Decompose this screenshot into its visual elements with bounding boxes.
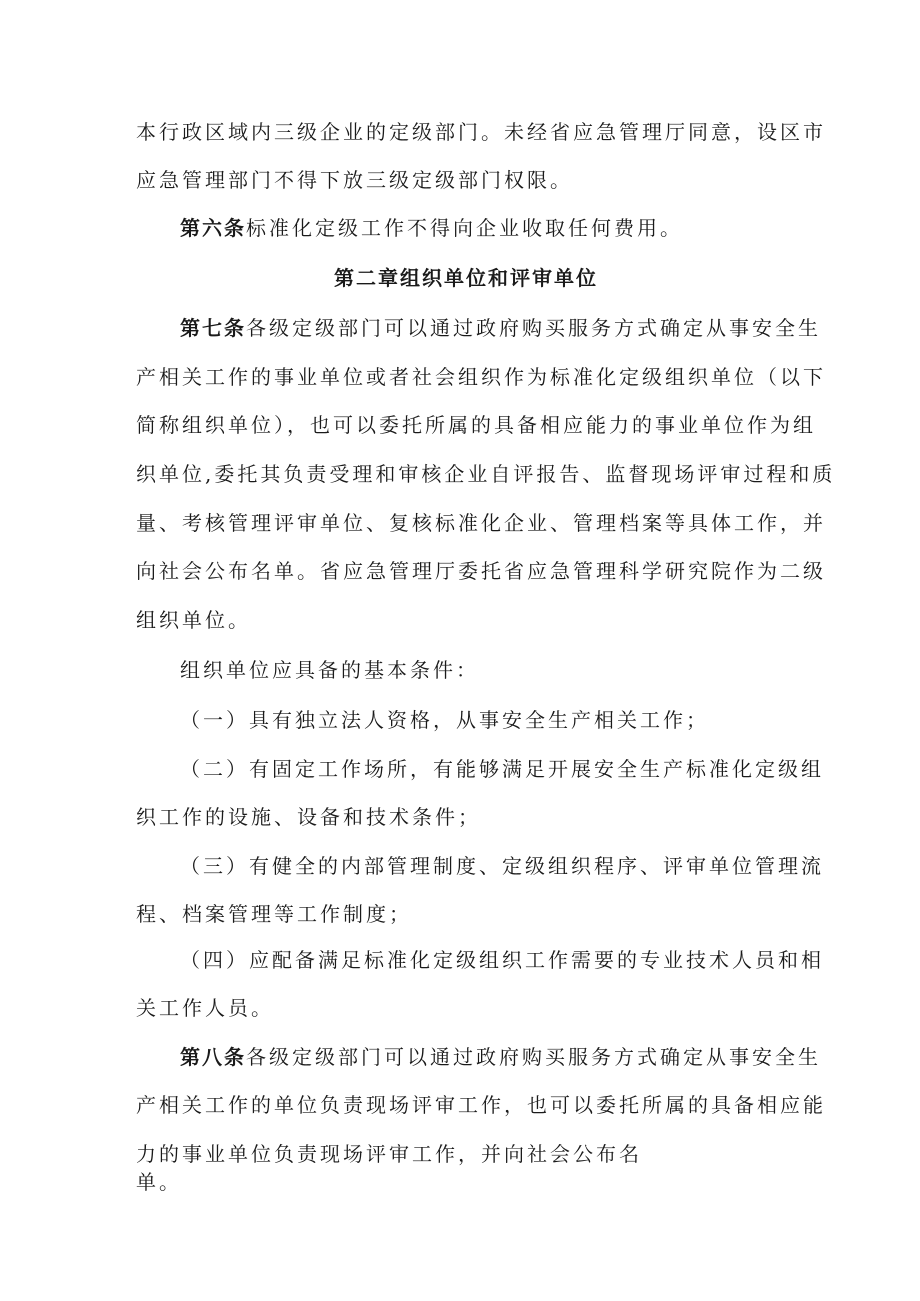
article-6 (180, 214, 920, 242)
article-8-line-1 (180, 1043, 920, 1071)
condition-item-2-line-2: 织工作的设施、设备和技术条件； (136, 805, 481, 829)
article-8-line-4: 单。 (136, 1170, 182, 1194)
article-7-line-1 (180, 314, 920, 342)
article-7-line-2: 产相关工作的事业单位或者社会组织作为标准化定级组织单位（以下 (136, 365, 826, 389)
article-8-heading: 第八条 (180, 1045, 246, 1069)
condition-item-2-line-1: （二）有固定工作场所，有能够满足开展安全生产标准化定级组 (180, 757, 824, 781)
conditions-intro: 组织单位应具备的基本条件： (180, 658, 479, 682)
article-7-line-3: 简称组织单位），也可以委托所属的具备相应能力的事业单位作为组 (136, 413, 816, 437)
article-6-heading: 第六条 (180, 216, 246, 240)
article-8-text-1: 各级定级部门可以通过政府购买服务方式确定从事安全生 (246, 1045, 821, 1069)
condition-item-3-line-1: （三）有健全的内部管理制度、定级组织程序、评审单位管理流 (180, 854, 824, 878)
intro-line-1: 本行政区域内三级企业的定级部门。未经省应急管理厅同意，设区市 (136, 120, 826, 144)
condition-item-4-line-1: （四）应配备满足标准化定级组织工作需要的专业技术人员和相 (180, 948, 824, 972)
condition-item-4-line-2: 关工作人员。 (136, 996, 274, 1020)
article-7-text-1: 各级定级部门可以通过政府购买服务方式确定从事安全生 (246, 316, 821, 340)
article-6-text: 标准化定级工作不得向企业收取任何费用。 (246, 216, 683, 240)
article-7-line-7: 组织单位。 (136, 608, 251, 632)
article-7-line-5: 量、考核管理评审单位、复核标准化企业、管理档案等具体工作，并 (136, 511, 826, 535)
condition-item-1: （一）具有独立法人资格，从事安全生产相关工作； (180, 708, 709, 732)
article-8-line-3: 力的事业单位负责现场评审工作，并向社会公布名 (136, 1142, 642, 1166)
article-7-line-6: 向社会公布名单。省应急管理厅委托省应急管理科学研究院作为二级 (136, 559, 826, 583)
condition-item-3-line-2: 程、档案管理等工作制度； (136, 902, 412, 926)
article-7-line-4: 织单位,委托其负责受理和审核企业自评报告、监督现场评审过程和质 (136, 462, 836, 486)
article-8-line-2: 产相关工作的单位负责现场评审工作，也可以委托所属的具备相应能 (136, 1093, 826, 1117)
article-7-heading: 第七条 (180, 316, 246, 340)
intro-line-2: 应急管理部门不得下放三级定级部门权限。 (136, 168, 573, 192)
chapter-2-title: 第二章组织单位和评审单位 (334, 266, 598, 290)
